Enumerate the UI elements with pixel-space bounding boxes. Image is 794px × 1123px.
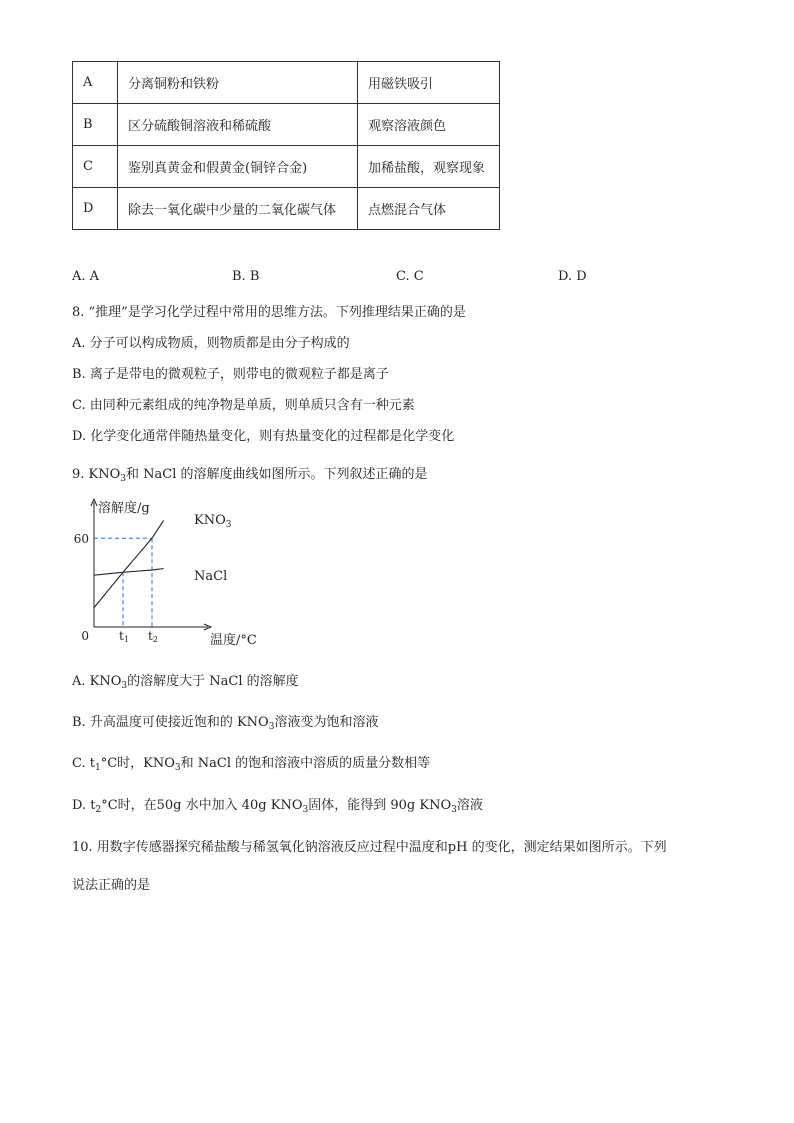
table-row	[73, 62, 500, 104]
x-tick-t1: t1	[119, 629, 129, 644]
q10-line2: 说法正确的是	[72, 878, 151, 893]
q8-stem: 8. “推理”是学习化学过程中常用的思维方法。下列推理结果正确的是	[72, 305, 466, 320]
y-tick-60: 60	[73, 532, 89, 547]
row-purpose: 除去一氧化碳中少量的二氧化碳气体	[118, 188, 358, 230]
row-method: 观察溶液颜色	[358, 104, 500, 146]
row-label: B	[73, 104, 118, 146]
y-axis-label: 溶解度/g	[98, 501, 150, 516]
row-purpose: 区分硫酸铜溶液和稀硫酸	[118, 104, 358, 146]
nacl-curve	[94, 569, 164, 576]
origin-label: 0	[81, 629, 89, 643]
row-label: C	[73, 146, 118, 188]
q9-stem: 9. $KNO_3$和 NaCl 的溶解度曲线如图所示。下列叙述正确的是	[72, 467, 428, 484]
table-row	[73, 146, 500, 188]
q7-choice-b: B. B	[232, 269, 260, 284]
solubility-chart	[73, 494, 280, 654]
nacl-label: NaCl	[194, 569, 228, 584]
q8-option-d: D. 化学变化通常伴随热量变化，则有热量变化的过程都是化学变化	[72, 429, 455, 444]
row-label: D	[73, 188, 118, 230]
table-row	[73, 188, 500, 230]
row-purpose: 鉴别真黄金和假黄金(铜锌合金)	[118, 146, 358, 188]
q9-option-a: A. $KNO_3$的溶解度大于 NaCl 的溶解度	[72, 674, 299, 691]
row-method: 用磁铁吸引	[358, 62, 500, 104]
row-method: 加稀盐酸，观察现象	[358, 146, 500, 188]
row-label: A	[73, 62, 118, 104]
q8-option-c: C. 由同种元素组成的纯净物是单质，则单质只含有一种元素	[72, 398, 415, 413]
q7-choice-d: D. D	[558, 269, 587, 284]
kno3-curve	[94, 520, 164, 607]
q8-option-a: A. 分子可以构成物质，则物质都是由分子构成的	[72, 336, 350, 351]
q9-option-b: B. 升高温度可使接近饱和的 $KNO_3$溶液变为饱和溶液	[72, 715, 379, 732]
q8-option-b: B. 离子是带电的微观粒子，则带电的微观粒子都是离子	[72, 367, 389, 382]
x-axis-label: 温度/°C	[210, 633, 257, 648]
q9-option-d: D. $t_2^\circ C$时，在50g 水中加入 40g $KNO_3$固体，能得到 90g $KNO_3$溶液	[72, 798, 483, 815]
row-purpose: 分离铜粉和铁粉	[118, 62, 358, 104]
q10-line1: 10. 用数字传感器探究稀盐酸与稀氢氧化钠溶液反应过程中温度和pH 的变化，测定结果如图所示。下列	[72, 840, 667, 855]
table-row	[73, 104, 500, 146]
row-method: 点燃混合气体	[358, 188, 500, 230]
x-tick-t2: t2	[148, 629, 158, 644]
q9-option-c: C. $t_1^\circ C$时，$KNO_3$和 NaCl 的饱和溶液中溶质的质量分数相等	[72, 756, 431, 773]
kno3-label: $KNO_3$	[194, 513, 232, 530]
q7-choice-a: A. A	[72, 269, 100, 284]
q7-choice-c: C. C	[396, 269, 424, 284]
experiment-table	[72, 61, 500, 230]
